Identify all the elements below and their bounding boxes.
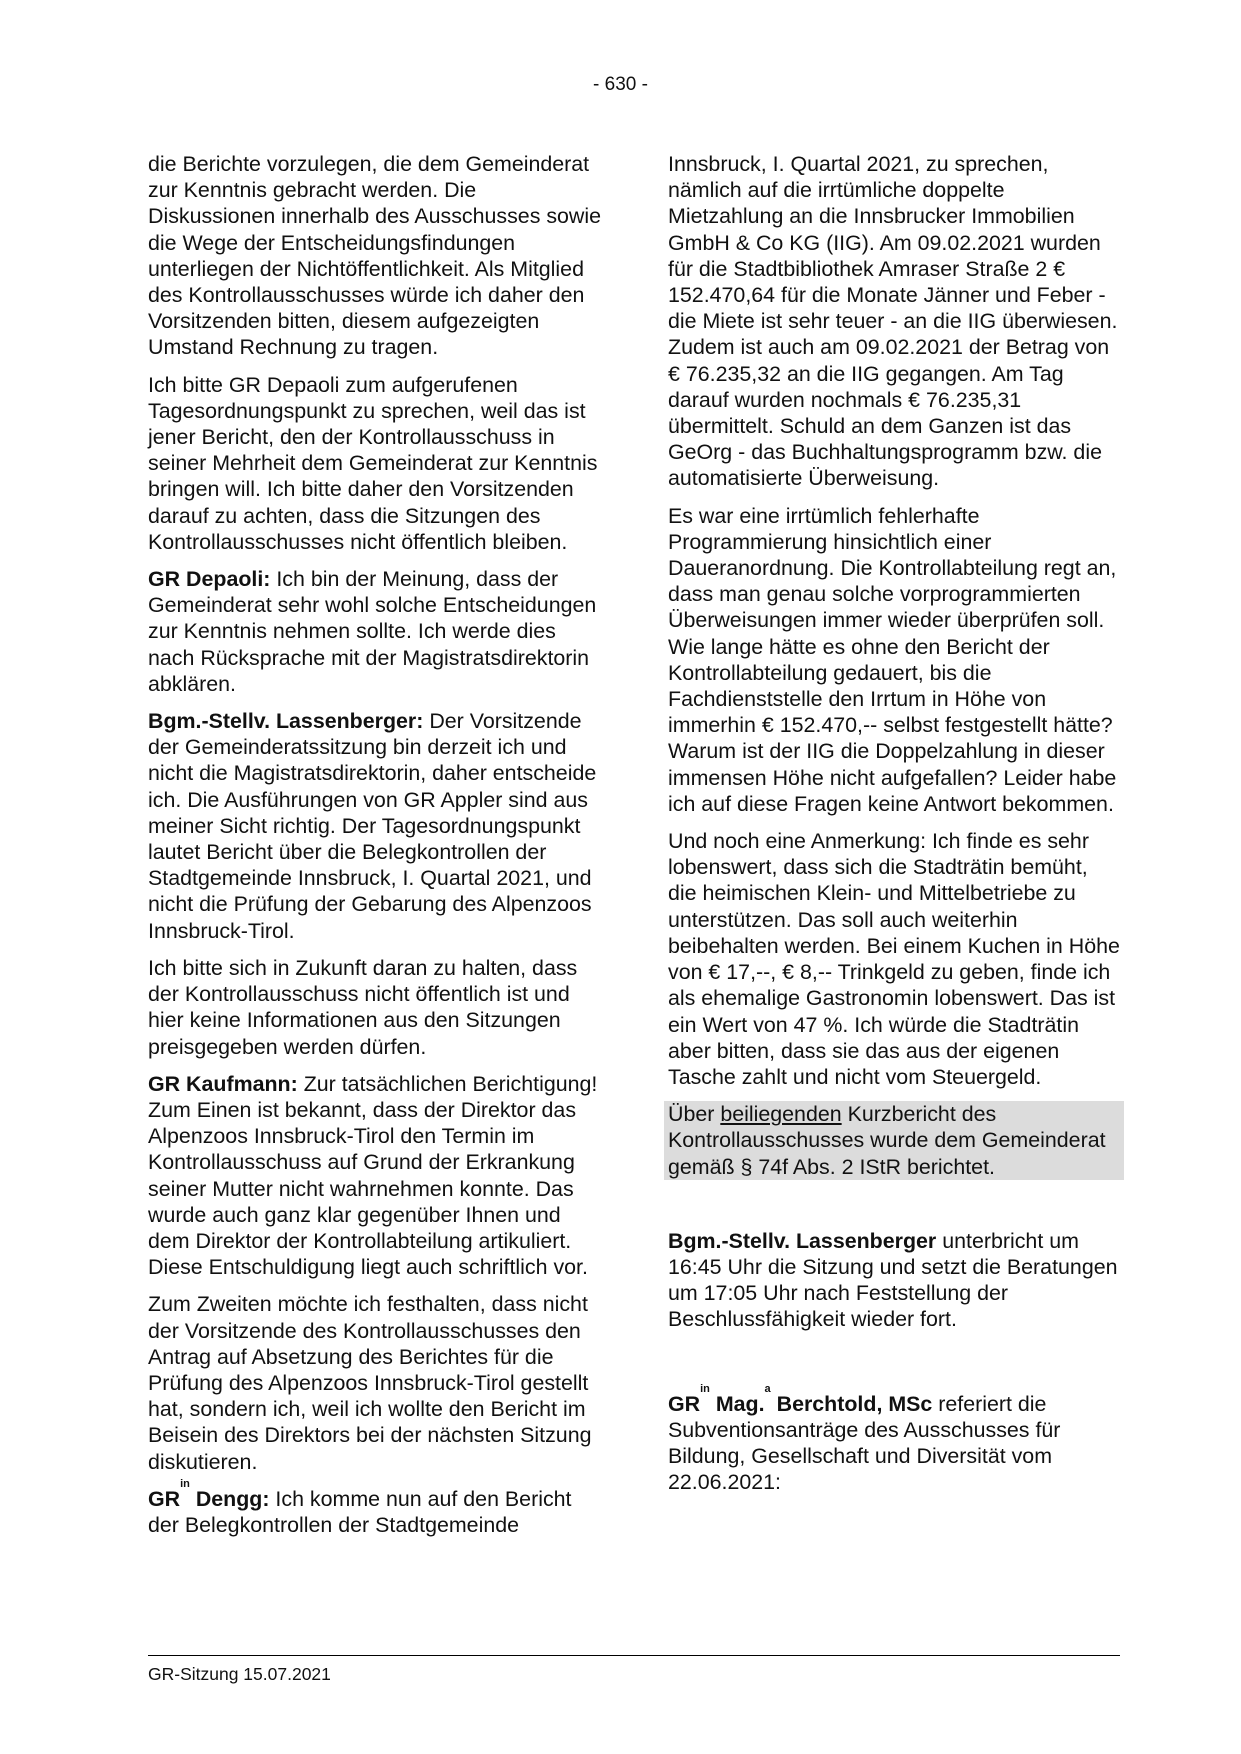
left-column (148, 151, 602, 1549)
speaker-name: Bgm.-Stellv. Lassenberger (668, 1228, 937, 1253)
speech-lassenberger (148, 708, 602, 944)
speech-depaoli (148, 566, 602, 697)
speech-text: referiert die Subventionsanträge des Ausschusses für Bildung, Gesellschaft und Diversität vom 22.06.2021: (668, 1391, 1061, 1495)
paragraph: Innsbruck, I. Quartal 2021, zu sprechen, nämlich auf die irrtümliche doppelte Mietzahlung an die Innsbrucker Immobilien GmbH & Co KG (IIG). Am 09.02.2021 wurden für die Stadtbibliothek Amraser Straße 2 € 152.470,64 für die Monate Jänner und Feber - die Miete ist sehr teuer - an die IIG überwiesen. Zudem ist auch am 09.02.2021 der Betrag von € 76.235,32 an die IIG gegangen. Am Tag darauf wurden nochmals € 76.235,31 übermittelt. Schuld an dem Ganzen ist das GeOrg - das Buchhaltungsprogramm bzw. die automatisierte Überweisung. (668, 152, 1118, 491)
paragraph: Zum Zweiten möchte ich festhalten, dass nicht der Vorsitzende des Kontrollausschusses den Antrag auf Absetzung des Berichtes für die Prüfung des Alpenzoos Innsbruck-Tirol gestellt hat, sondern ich, weil ich wollte den Bericht im Beisein des Direktors bei der nächsten Sitzung diskutieren. (148, 1292, 592, 1474)
page-number: - 630 - (593, 74, 648, 95)
session-break-note (668, 1228, 1120, 1333)
speaker-name: Bgm.-Stellv. Lassenberger: (148, 709, 424, 734)
speech-text: Der Vorsitzende der Gemeinderatssitzung bin derzeit ich und nicht die Magistratsdirektorin, daher entscheide ich. Die Ausführungen von GR Appler sind aus meiner Sicht richtig. Der Tagesordnungspunkt lautet Bericht über die Belegkontrollen der Stadtgemeinde Innsbruck, I. Quartal 2021, und nicht die Prüfung der Gebarung des Alpenzoos Innsbruck-Tirol. (148, 709, 597, 943)
footer-divider (148, 1655, 1120, 1656)
paragraph: die Berichte vorzulegen, die dem Gemeinderat zur Kenntnis gebracht werden. Die Diskussionen innerhalb des Ausschusses sowie die Wege der Entscheidungsfindungen unterliegen der Nichtöffentlichkeit. Als Mitglied des Kontrollausschusses würde ich daher den Vorsitzenden bitten, diesem aufgezeigten Umstand Rechnung zu tragen. (148, 152, 602, 360)
speech-text: Ich komme nun auf den Bericht der Belegkontrollen der Stadtgemeinde (148, 1486, 572, 1537)
right-column (668, 151, 1120, 1506)
paragraph: Und noch eine Anmerkung: Ich finde es sehr lobenswert, dass sich die Stadträtin bemüht, die heimischen Klein- und Mittelbetriebe zu unterstützen. Das soll auch weiterhin beibehalten werden. Bei einem Kuchen in Höhe von € 17,--, € 8,-- Trinkgeld zu geben, finde ich als ehemalige Gastronomin lobenswert. Das ist ein Wert von 47 %. Ich würde die Stadträtin aber bitten, dass sie das aus der eigenen Tasche zahlt und nicht vom Steuergeld. (668, 829, 1120, 1089)
paragraph: Es war eine irrtümlich fehlerhafte Programmierung hinsichtlich einer Daueranordnung. Die Kontrollabteilung regt an, dass man genau solche vorprogrammierten Überweisungen immer wieder überprüfen soll. Wie lange hätte es ohne den Bericht der Kontrollabteilung gedauert, bis die Fachdienststelle den Irrtum in Höhe von immerhin € 152.470,-- selbst festgestellt hätte? Warum ist der IIG die Doppelzahlung in dieser immensen Höhe nicht aufgefallen? Leider habe ich auf diese Fragen keine Antwort bekommen. (668, 503, 1117, 816)
speaker-name: $GR^{in}$ Mag.$^a$ Berchtold, MSc (668, 1382, 933, 1416)
paragraph: Ich bitte sich in Zukunft daran zu halten, dass der Kontrollausschuss nicht öffentlich ist und hier keine Informationen aus den Sitzungen preisgegeben werden dürfen. (148, 955, 578, 1059)
footer-session-date: GR-Sitzung 15.07.2021 (148, 1664, 331, 1684)
speaker-name: GR Depaoli: (148, 567, 271, 592)
speech-text: unterbricht um 16:45 Uhr die Sitzung und setzt die Beratungen um 17:05 Uhr nach Feststellung der Beschlussfähigkeit wieder fort. (668, 1228, 1118, 1332)
speech-kaufmann (148, 1071, 602, 1281)
speech-dengg (148, 1477, 602, 1538)
highlighted-resolution: Über beiliegenden Kurzbericht des Kontrollausschusses wurde dem Gemeinderat gemäß § 74f Abs. 2 IStR berichtet. (664, 1101, 1124, 1180)
speech-berchtold (668, 1382, 1120, 1496)
speech-text: Zur tatsächlichen Berichtigung! Zum Einen ist bekannt, dass der Direktor das Alpenzoos Innsbruck-Tirol den Termin im Kontrollausschuss auf Grund der Erkrankung seiner Mutter nicht wahrnehmen konnte. Das wurde auch ganz klar gegenüber Ihnen und dem Direktor der Kontrollabteilung artikuliert. Diese Entschuldigung liegt auch schriftlich vor. (148, 1071, 598, 1280)
speaker-name: GR Kaufmann: (148, 1071, 298, 1096)
paragraph: Ich bitte GR Depaoli zum aufgerufenen Tagesordnungspunkt zu sprechen, weil das ist jener Bericht, den der Kontrollausschuss in seiner Mehrheit dem Gemeinderat zur Kenntnis bringen will. Ich bitte daher den Vorsitzenden darauf zu achten, dass die Sitzungen des Kontrollausschusses nicht öffentlich bleiben. (148, 372, 598, 554)
speaker-name: $GR^{in}$ Dengg: (148, 1477, 270, 1511)
speech-text: Ich bin der Meinung, dass der Gemeinderat sehr wohl solche Entscheidungen zur Kenntnis nehmen sollte. Ich werde dies nach Rücksprache mit der Magistratsdirektorin abklären. (148, 567, 597, 696)
underlined-word: beiliegenden (720, 1102, 842, 1127)
